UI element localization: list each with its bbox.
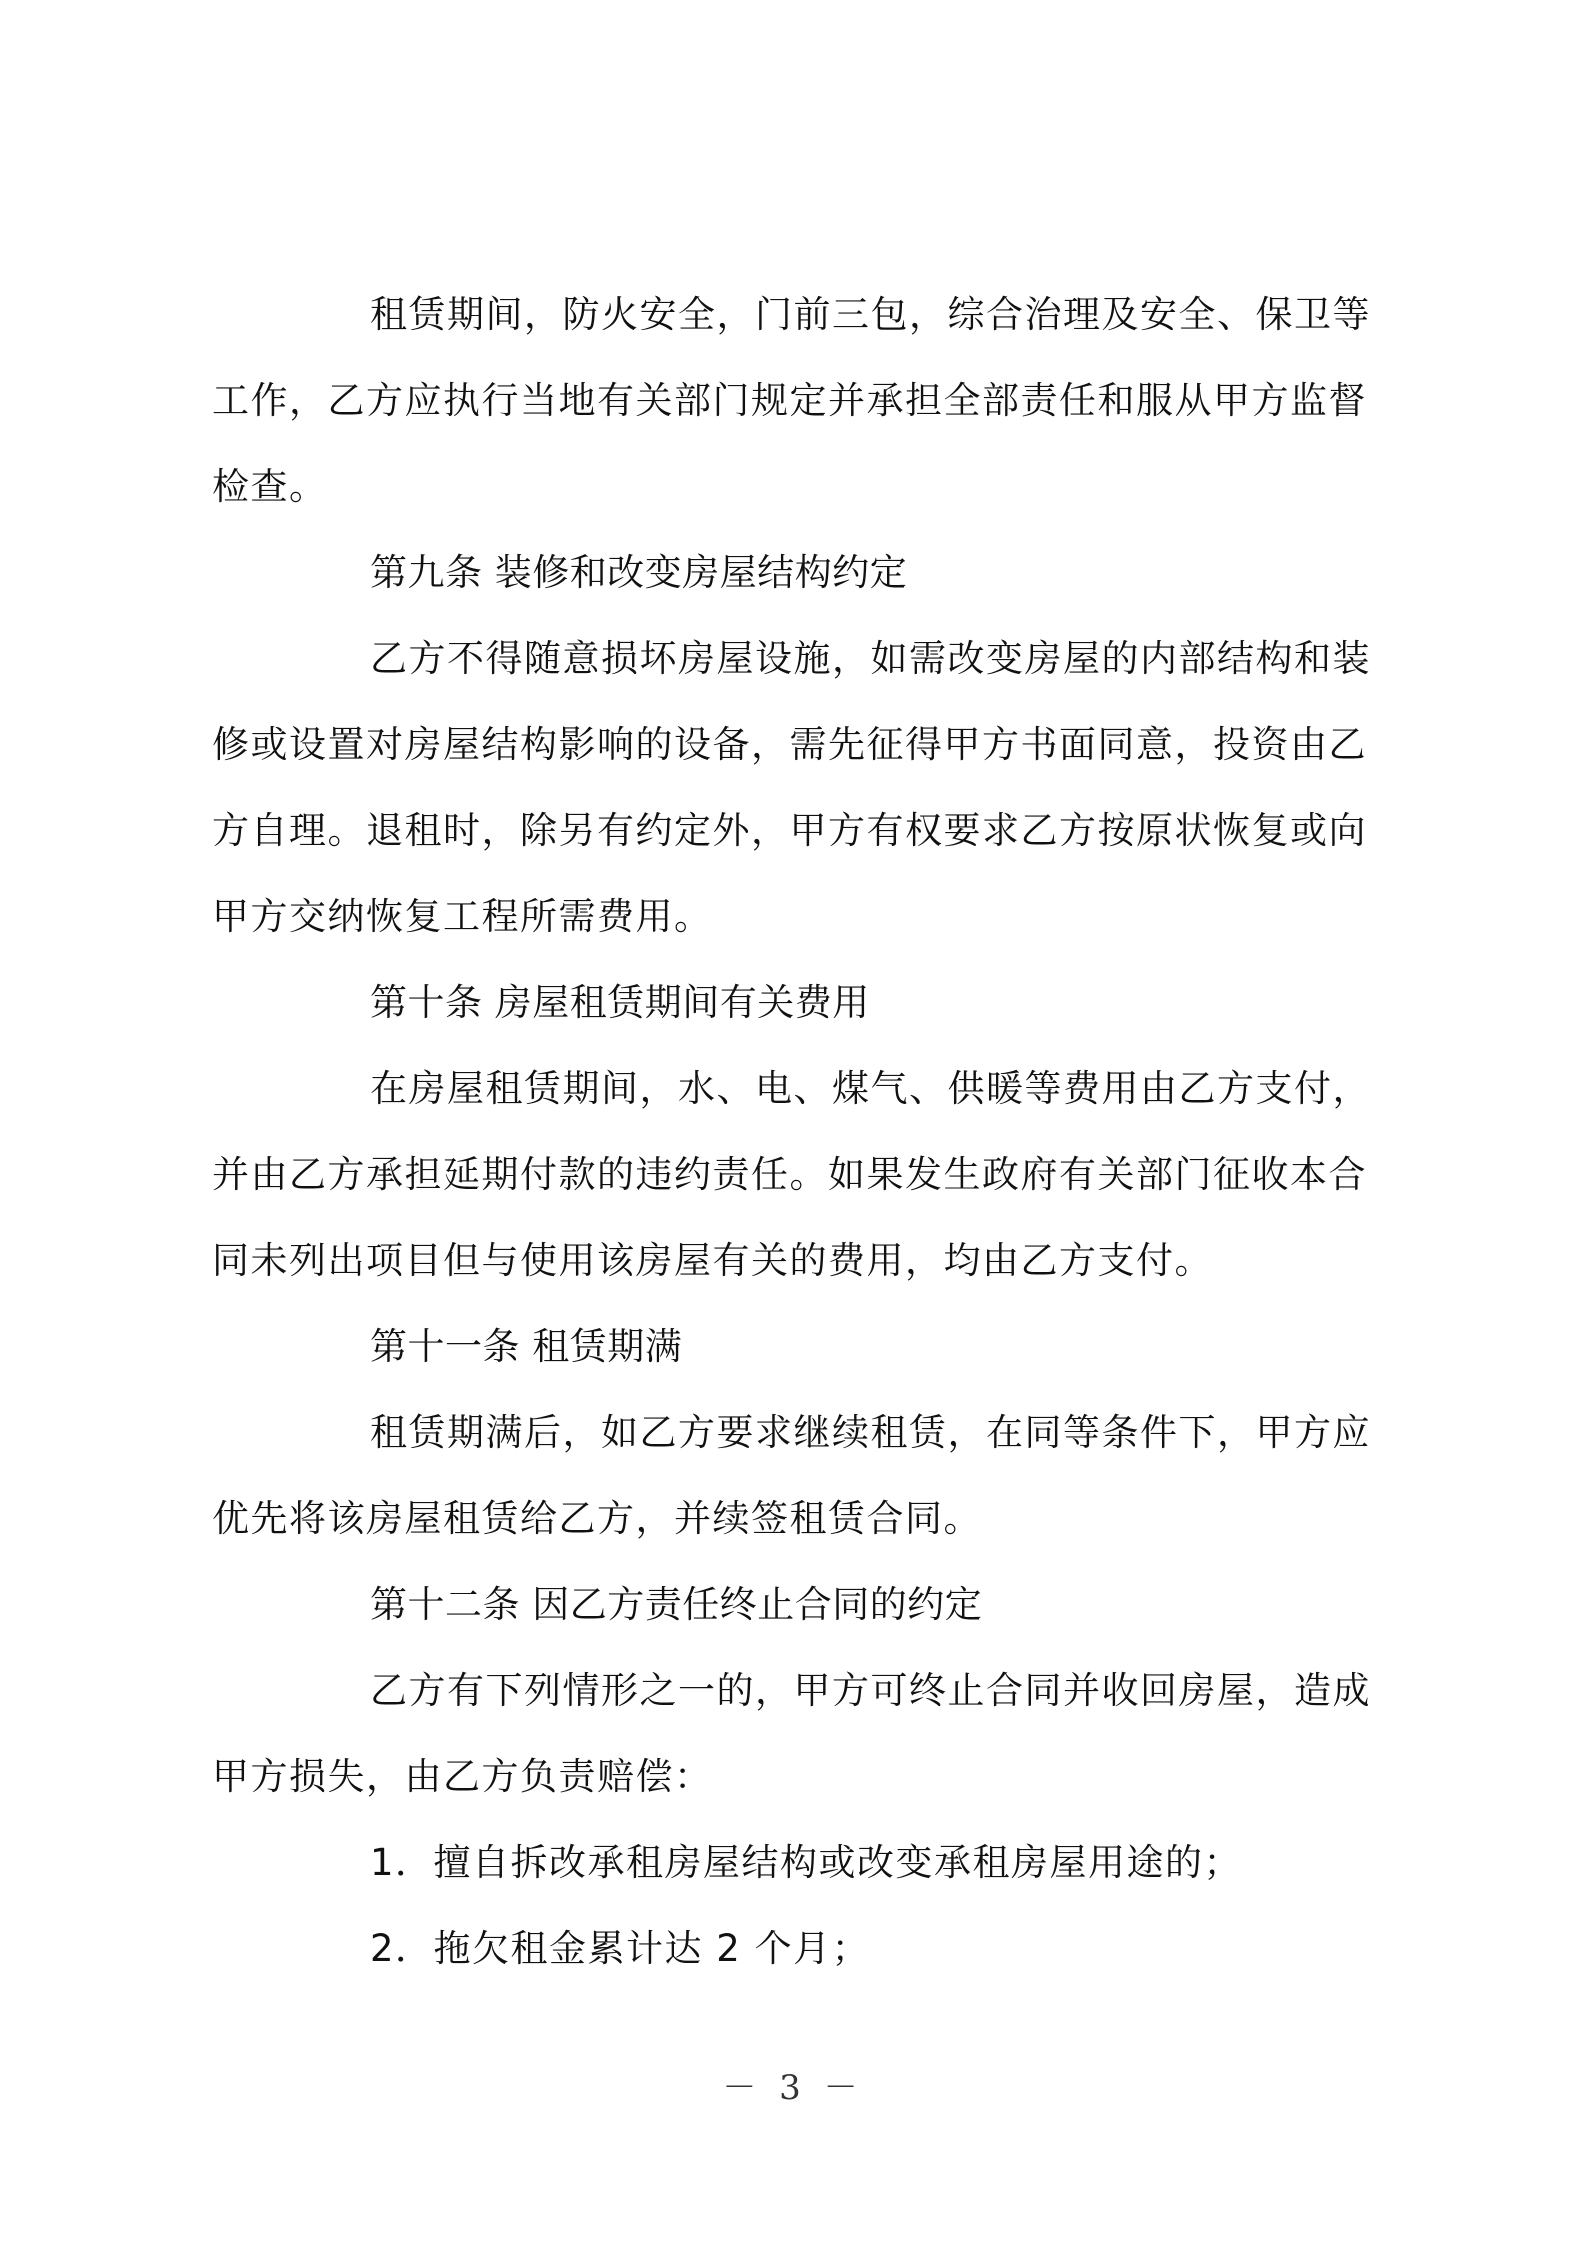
paragraph-line: 工作，乙方应执行当地有关部门规定并承担全部责任和服从甲方监督 (212, 379, 1367, 422)
paragraph-line: 方自理。退租时，除另有约定外，甲方有权要求乙方按原状恢复或向 (212, 809, 1367, 852)
paragraph-line: 甲方交纳恢复工程所需费用。 (212, 895, 713, 938)
paragraph-line: 检查。 (212, 465, 328, 508)
list-item: 1．擅自拆改承租房屋结构或改变承租房屋用途的； (370, 1841, 1243, 1884)
article-heading: 第十条 房屋租赁期间有关费用 (370, 981, 870, 1024)
paragraph-line: 修或设置对房屋结构影响的设备，需先征得甲方书面同意，投资由乙 (212, 723, 1367, 766)
list-item: 2．拖欠租金累计达 2 个月； (370, 1927, 871, 1970)
article-heading: 第十二条 因乙方责任终止合同的约定 (370, 1583, 983, 1626)
paragraph-line: 租赁期满后，如乙方要求继续租赁，在同等条件下，甲方应 (370, 1411, 1371, 1454)
paragraph-line: 租赁期间，防火安全，门前三包，综合治理及安全、保卫等 (370, 293, 1371, 336)
paragraph-line: 优先将该房屋租赁给乙方，并续签租赁合同。 (212, 1497, 982, 1540)
article-heading: 第九条 装修和改变房屋结构约定 (370, 551, 908, 594)
paragraph-line: 乙方不得随意损坏房屋设施，如需改变房屋的内部结构和装 (370, 637, 1371, 680)
paragraph-line: 甲方损失，由乙方负责赔偿： (212, 1755, 713, 1798)
paragraph-line: 在房屋租赁期间，水、电、煤气、供暖等费用由乙方支付， (370, 1067, 1371, 1110)
page-number: － 3 － (722, 2068, 864, 2108)
paragraph-line: 同未列出项目但与使用该房屋有关的费用，均由乙方支付。 (212, 1239, 1213, 1282)
article-heading: 第十一条 租赁期满 (370, 1325, 683, 1368)
paragraph-line: 并由乙方承担延期付款的违约责任。如果发生政府有关部门征收本合 (212, 1153, 1367, 1196)
paragraph-line: 乙方有下列情形之一的，甲方可终止合同并收回房屋，造成 (370, 1669, 1371, 1712)
